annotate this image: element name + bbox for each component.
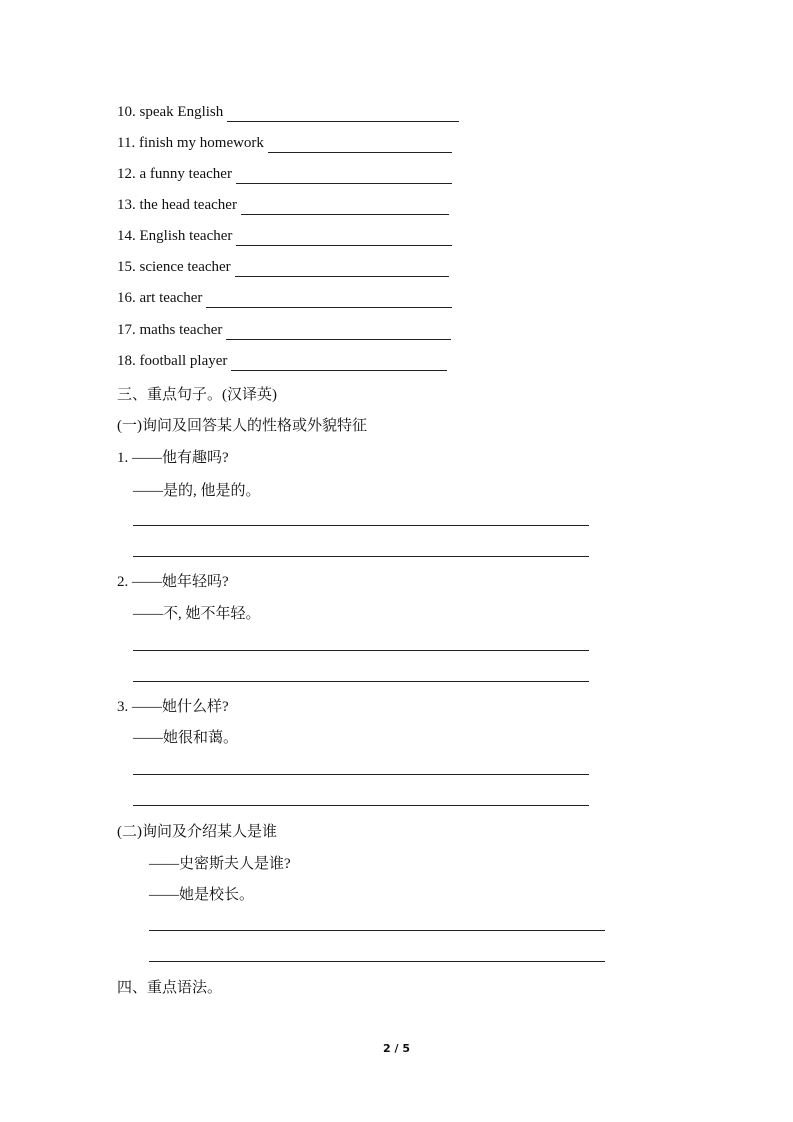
vocab-item <box>117 288 452 308</box>
answer-line[interactable] <box>133 525 589 526</box>
vocab-item <box>117 226 452 246</box>
vocab-label: 15. science teacher <box>117 259 231 275</box>
question-text: 2. ——她年轻吗? <box>117 574 229 590</box>
answer-blank[interactable] <box>236 169 452 184</box>
answer-blank[interactable] <box>236 231 452 246</box>
vocab-item <box>117 102 459 122</box>
vocab-label: 14. English teacher <box>117 228 233 244</box>
vocab-label: 16. art teacher <box>117 290 203 306</box>
answer-line[interactable] <box>149 961 605 962</box>
vocab-item <box>117 195 449 215</box>
vocab-label: 13. the head teacher <box>117 197 237 213</box>
answer-blank[interactable] <box>235 262 449 277</box>
vocab-item <box>117 164 452 184</box>
answer-line[interactable] <box>133 556 589 557</box>
vocab-label: 10. speak English <box>117 104 224 120</box>
vocab-label: 17. maths teacher <box>117 322 223 338</box>
question-text: 1. ——他有趣吗? <box>117 450 229 466</box>
answer-line[interactable] <box>149 930 605 931</box>
answer-line[interactable] <box>133 774 589 775</box>
answer-line[interactable] <box>133 805 589 806</box>
vocab-label: 12. a funny teacher <box>117 166 232 182</box>
answer-text: ——是的, 他是的。 <box>133 483 261 499</box>
answer-line[interactable] <box>133 650 589 651</box>
subsection-heading: (一)询问及回答某人的性格或外貌特征 <box>117 418 367 434</box>
answer-blank[interactable] <box>226 325 451 340</box>
answer-blank[interactable] <box>206 293 452 308</box>
vocab-item <box>117 351 447 371</box>
vocab-label: 18. football player <box>117 353 228 369</box>
vocab-item <box>117 257 449 277</box>
vocab-item <box>117 133 452 153</box>
question-text: 3. ——她什么样? <box>117 699 229 715</box>
vocab-item <box>117 320 451 340</box>
vocab-label: 11. finish my homework <box>117 135 264 151</box>
answer-blank[interactable] <box>241 200 449 215</box>
answer-text: ——她是校长。 <box>149 887 255 903</box>
page-number: 2 / 5 <box>383 1042 410 1055</box>
answer-blank[interactable] <box>268 138 452 153</box>
question-text: ——史密斯夫人是谁? <box>149 856 291 872</box>
answer-text: ——她很和蔼。 <box>133 730 239 746</box>
answer-blank[interactable] <box>231 356 447 371</box>
section-heading: 三、重点句子。(汉译英) <box>117 387 277 403</box>
answer-line[interactable] <box>133 681 589 682</box>
section-heading: 四、重点语法。 <box>117 980 223 996</box>
subsection-heading: (二)询问及介绍某人是谁 <box>117 824 277 840</box>
answer-text: ——不, 她不年轻。 <box>133 606 261 622</box>
answer-blank[interactable] <box>227 107 459 122</box>
